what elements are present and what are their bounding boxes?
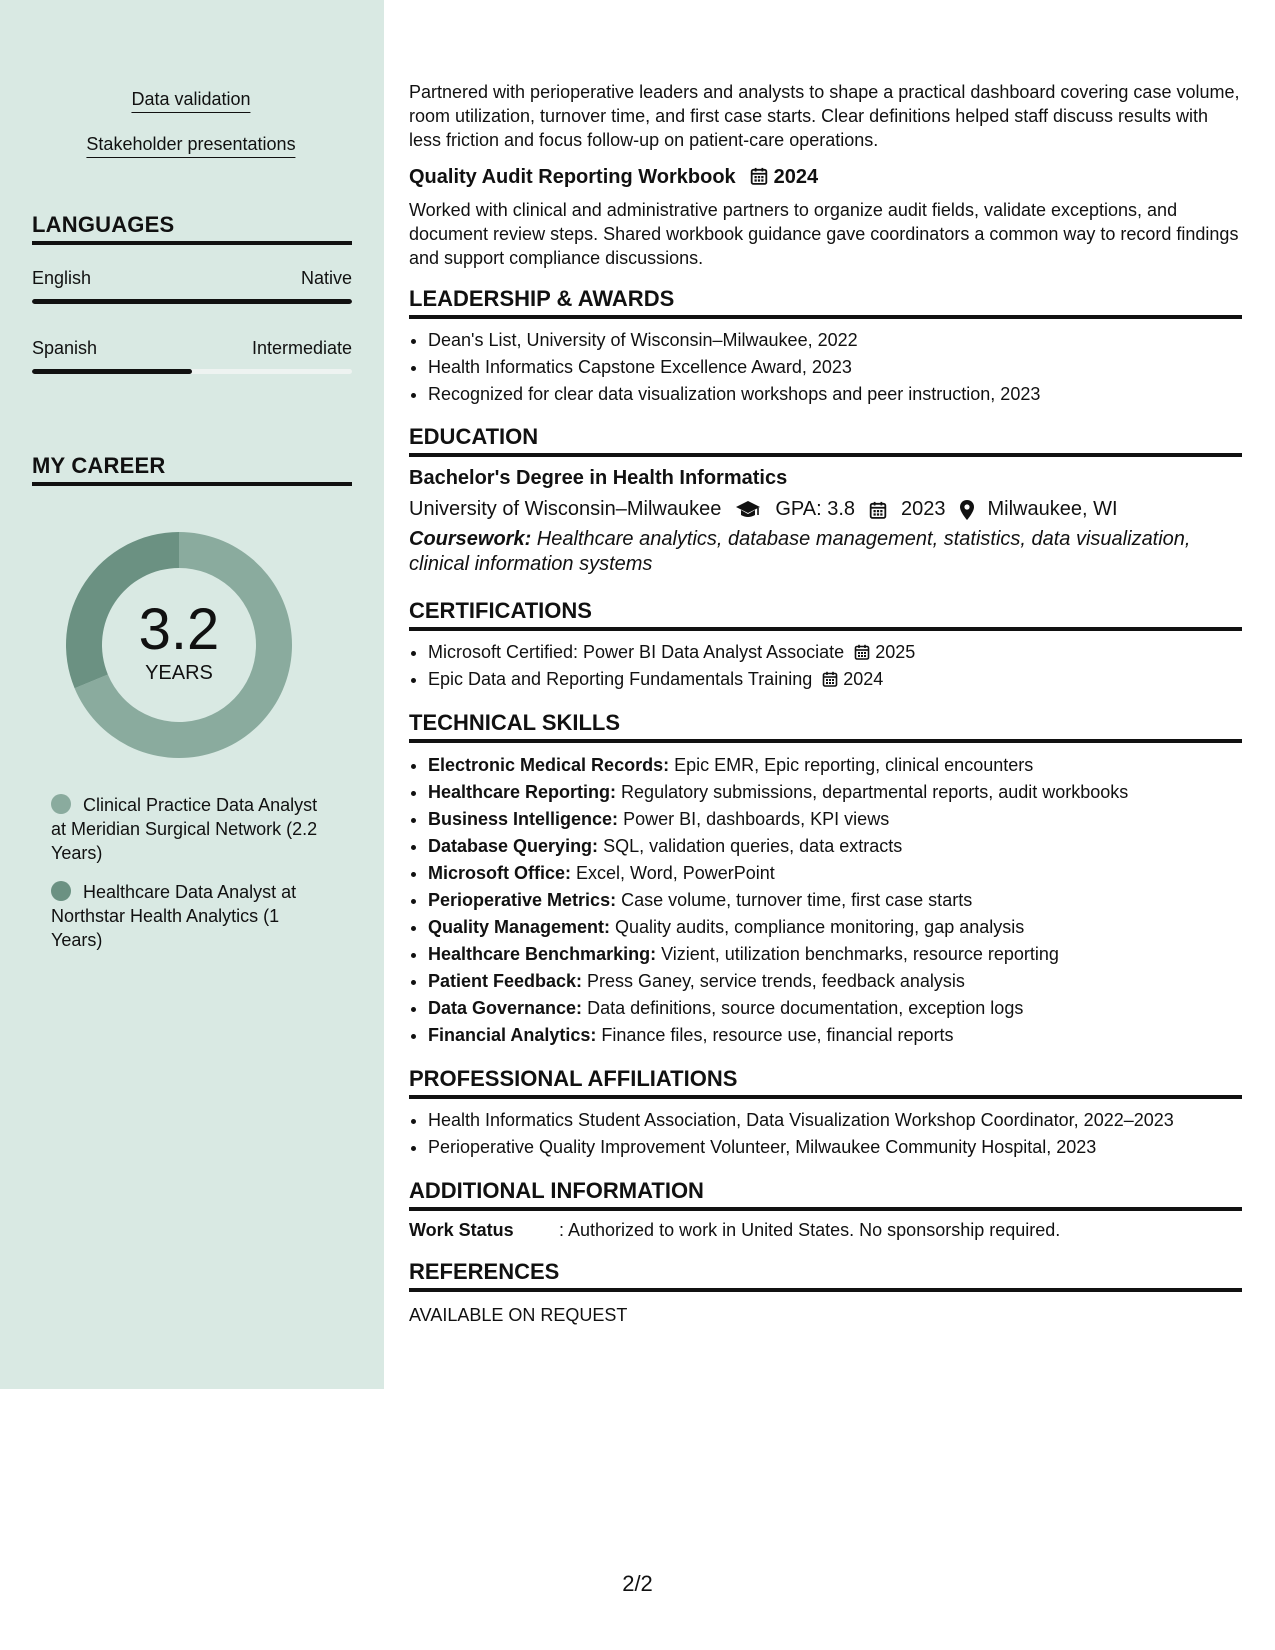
education-degree: Bachelor's Degree in Health Informatics [409, 467, 788, 489]
calendar-icon [854, 644, 870, 660]
work-status-label: Work Status [409, 1220, 514, 1240]
certification-name: Microsoft Certified: Power BI Data Analyst Associate [428, 642, 845, 662]
list-item [428, 833, 1242, 860]
skill-label: Microsoft Office: [428, 863, 572, 883]
calendar-icon [869, 501, 887, 519]
skill-label: Database Querying: [428, 836, 599, 856]
education-coursework [409, 527, 1242, 577]
skill-value: Quality audits, compliance monitoring, gap analysis [610, 917, 1025, 937]
skill-value: Press Ganey, service trends, feedback analysis [582, 971, 965, 991]
certifications-heading: CERTIFICATIONS [409, 598, 1242, 631]
list-item [428, 779, 1242, 806]
education-heading: EDUCATION [409, 424, 1242, 457]
list-item [428, 752, 1242, 779]
leadership-heading: LEADERSHIP & AWARDS [409, 286, 1242, 319]
language-bar-english [32, 299, 352, 304]
donut-center [66, 532, 292, 758]
skill-value: Vizient, utilization benchmarks, resource reporting [656, 944, 1059, 964]
list-item [428, 941, 1242, 968]
career-donut-chart [66, 532, 292, 758]
skill-value: Case volume, turnover time, first case starts [616, 890, 973, 910]
additional-info-heading: ADDITIONAL INFORMATION [409, 1178, 1242, 1211]
list-item: • Health Informatics Student Association, Data Visualization Workshop Coordinator, 2022–2023 [428, 1107, 1242, 1134]
education-location: Milwaukee, WI [987, 498, 1118, 520]
education-gpa: GPA: 3.8 [775, 498, 855, 520]
list-item [428, 968, 1242, 995]
skill-label: Healthcare Benchmarking: [428, 944, 657, 964]
work-status-row [409, 1220, 1060, 1241]
skill-value: Regulatory submissions, departmental reports, audit workbooks [616, 782, 1129, 802]
technical-skills-list [409, 752, 1242, 1049]
skill-label: Financial Analytics: [428, 1025, 597, 1045]
location-pin-icon [960, 500, 974, 520]
skill-value: Finance files, resource use, financial reports [596, 1025, 954, 1045]
language-bar-spanish [32, 369, 352, 374]
list-item [428, 666, 1242, 693]
sidebar [0, 0, 384, 1389]
language-level: Native [300, 268, 352, 288]
skill-value: Data definitions, source documentation, exception logs [582, 998, 1024, 1018]
list-item [428, 639, 1242, 666]
career-legend-item-1 [51, 793, 321, 865]
language-bar-fill [32, 369, 192, 374]
skill-value: SQL, validation queries, data extracts [598, 836, 903, 856]
technical-skills-heading: TECHNICAL SKILLS [409, 710, 1242, 743]
project-year: 2024 [773, 166, 819, 188]
skill-label: Electronic Medical Records: [428, 755, 670, 775]
list-item [428, 806, 1242, 833]
language-name: English [32, 268, 92, 288]
list-item: • Perioperative Quality Improvement Volunteer, Milwaukee Community Hospital, 2023 [428, 1134, 1242, 1161]
intro-paragraph: Partnered with perioperative leaders and analysts to shape a practical dashboard covering case volume, room utilization, turnover time, and first case starts. Clear definitions helped staff discuss results with less friction and focus follow-up on patient-care operations. [409, 82, 1240, 150]
skill-value: Excel, Word, PowerPoint [571, 863, 775, 883]
skill-label: Patient Feedback: [428, 971, 583, 991]
skill-label: Quality Management: [428, 917, 611, 937]
language-bar-fill [32, 299, 352, 304]
skill-tag-data-validation: Data validation [131, 89, 250, 113]
legend-dot [51, 794, 71, 814]
coursework-label: Coursework: [409, 528, 532, 550]
coursework-text: Healthcare analytics, database management, statistics, data visualization, clinical information systems [409, 528, 1191, 575]
language-row-english [32, 268, 352, 289]
list-item [428, 1022, 1242, 1049]
list-item [428, 995, 1242, 1022]
skill-label: Data Governance: [428, 998, 583, 1018]
skill-tag-stakeholder-presentations: Stakeholder presentations [86, 134, 295, 158]
certification-year: 2024 [843, 669, 884, 689]
language-level: Intermediate [251, 338, 352, 358]
list-item [428, 914, 1242, 941]
project-title: Quality Audit Reporting Workbook [409, 166, 736, 188]
references-heading: REFERENCES [409, 1259, 1242, 1292]
language-name: Spanish [32, 338, 98, 358]
education-year: 2023 [901, 498, 946, 520]
page-number: 2/2 [622, 1571, 653, 1596]
language-row-spanish [32, 338, 352, 359]
skill-value: Power BI, dashboards, KPI views [618, 809, 890, 829]
career-legend-label: Healthcare Data Analyst at Northstar Health Analytics (1 Years) [51, 882, 297, 950]
certification-year: 2025 [875, 642, 916, 662]
certification-name: Epic Data and Reporting Fundamentals Training [428, 669, 813, 689]
career-total-unit: YEARS [145, 661, 213, 684]
career-heading: MY CAREER [32, 453, 352, 486]
skill-value: Epic EMR, Epic reporting, clinical encounters [669, 755, 1034, 775]
list-item: • Health Informatics Capstone Excellence Award, 2023 [428, 354, 1242, 381]
list-item: • Recognized for clear data visualization workshops and peer instruction, 2023 [428, 381, 1242, 408]
list-item: • Dean's List, University of Wisconsin–Milwaukee, 2022 [428, 327, 1242, 354]
skill-label: Perioperative Metrics: [428, 890, 617, 910]
list-item [428, 860, 1242, 887]
project-description: Worked with clinical and administrative partners to organize audit fields, validate exceptions, and document review steps. Shared workbook guidance gave coordinators a common way to record findings and support compliance discussions. [409, 200, 1239, 268]
work-status-value: : Authorized to work in United States. No sponsorship required. [559, 1220, 1061, 1240]
calendar-icon [750, 167, 768, 185]
affiliations-heading: PROFESSIONAL AFFILIATIONS [409, 1066, 1242, 1099]
skill-label: Business Intelligence: [428, 809, 619, 829]
graduation-cap-icon [735, 500, 761, 520]
certifications-list [409, 639, 1242, 693]
project-title-row [409, 166, 818, 189]
career-total-value: 3.2 [138, 596, 220, 662]
calendar-icon [822, 671, 838, 687]
education-details [409, 498, 1118, 521]
career-legend-label: Clinical Practice Data Analyst at Meridian Surgical Network (2.2 Years) [51, 795, 318, 863]
legend-dot [51, 881, 71, 901]
affiliations-list [409, 1107, 1242, 1161]
languages-heading: LANGUAGES [32, 212, 352, 245]
career-legend-item-2 [51, 880, 321, 952]
leadership-list [409, 327, 1242, 408]
education-school: University of Wisconsin–Milwaukee [409, 498, 722, 520]
list-item [428, 887, 1242, 914]
skill-label: Healthcare Reporting: [428, 782, 617, 802]
references-text: AVAILABLE ON REQUEST [409, 1305, 628, 1325]
